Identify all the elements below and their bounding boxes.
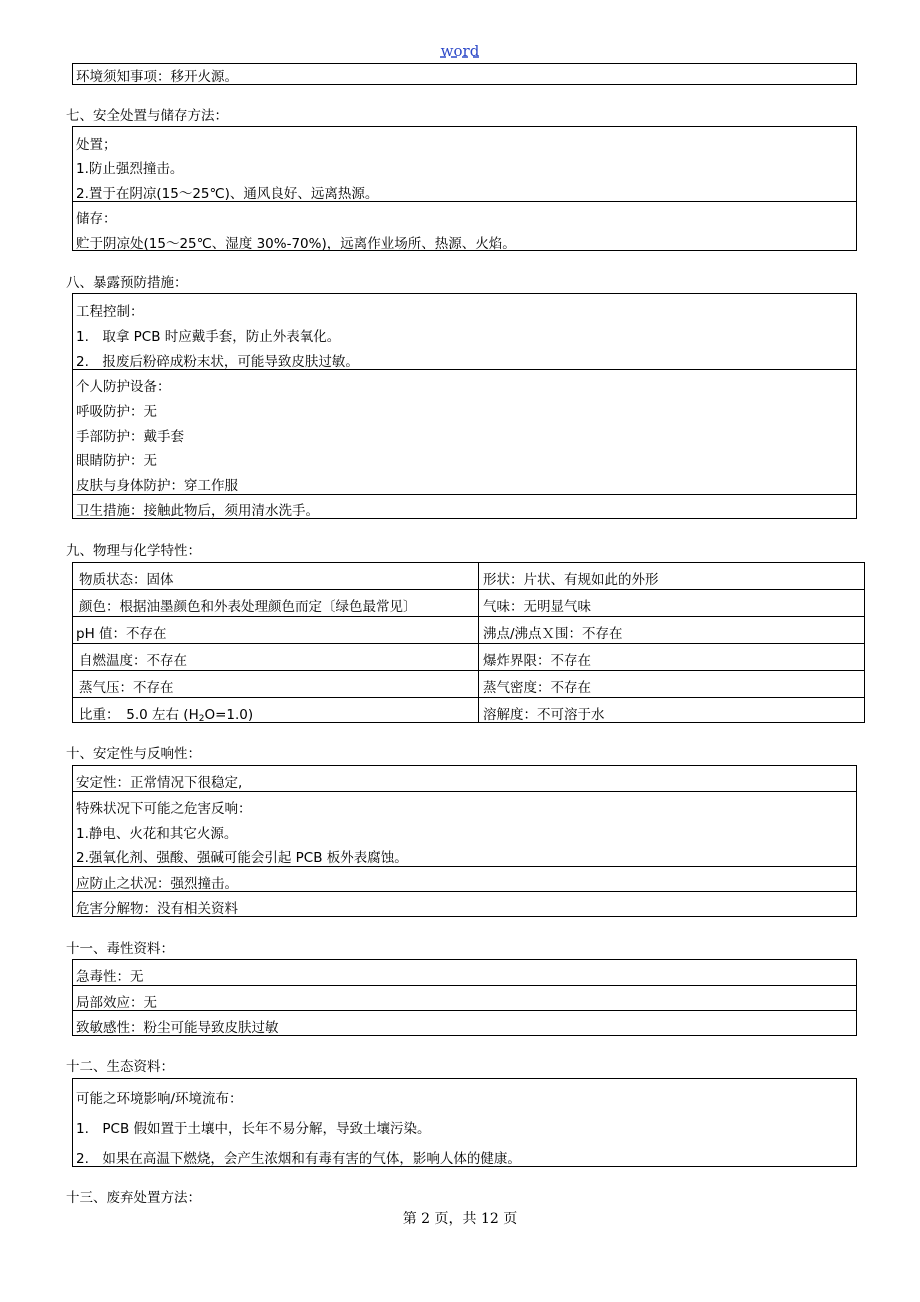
section8-engineering-item: 2. 报废后粉碎成粉末状，可能导致皮肤过敏。: [76, 354, 359, 370]
section10-decomposition: 危害分解物：没有相关资料: [76, 901, 238, 917]
table-cell: 气味：无明显气味: [483, 599, 591, 615]
specific-gravity-label: 比重： 5.0 左右 (H: [79, 707, 199, 723]
table-cell: 溶解度：不可溶于水: [483, 707, 605, 723]
section9-row-divider: [72, 697, 865, 698]
section7-heading: 七、安全处置与储存方法：: [66, 108, 228, 124]
section12-title: 可能之环境影响/环境流布：: [76, 1091, 243, 1107]
section12-heading: 十二、生态资料：: [66, 1059, 174, 1075]
section12-item: 2. 如果在高温下燃烧，会产生浓烟和有毒有害的气体，影响人体的健康。: [76, 1151, 521, 1167]
section7-disposal-item: 1.防止强烈撞击。: [76, 161, 184, 177]
section10-stability: 安定性：正常情况下很稳定,: [76, 775, 243, 791]
section8-divider: [72, 494, 857, 495]
section7-disposal-item: 2.置于在阴凉(15～25℃)、通风良好、远离热源。: [76, 186, 379, 202]
table-cell: 颜色：根据油墨颜色和外表处理颜色而定〔绿色最常见〕: [79, 599, 417, 615]
header-word-link[interactable]: word: [440, 42, 480, 60]
table-cell-specific-gravity: [79, 703, 253, 724]
section7-storage-title: 储存：: [76, 211, 117, 227]
table-cell: 蒸气密度：不存在: [483, 680, 591, 696]
section11-row: 急毒性：无: [76, 969, 144, 985]
section9-row-divider: [72, 643, 865, 644]
section8-ppe-item: 呼吸防护：无: [76, 404, 157, 420]
section11-heading: 十一、毒性资料：: [66, 941, 174, 957]
section8-engineering-item: 1. 取拿 PCB 时应戴手套，防止外表氧化。: [76, 329, 341, 345]
specific-gravity-tail: O=1.0): [204, 707, 254, 723]
section7-storage-text: 贮于阴凉处(15～25℃、湿度 30%-70%)，远离作业场所、热源、火焰。: [76, 236, 516, 252]
section8-ppe-item: 皮肤与身体防护：穿工作服: [76, 478, 238, 494]
section10-divider: [72, 791, 857, 792]
section8-hygiene: 卫生措施：接触此物后，须用清水洗手。: [76, 503, 319, 519]
section8-ppe-title: 个人防护设备：: [76, 379, 171, 395]
section8-ppe-item: 眼睛防护：无: [76, 453, 157, 469]
section9-row-divider: [72, 589, 865, 590]
section9-heading: 九、物理与化学特性：: [66, 543, 201, 559]
page-footer: 第 2 页，共 12 页: [402, 1211, 518, 1227]
section7-disposal-title: 处置；: [76, 137, 117, 153]
section9-row-divider: [72, 616, 865, 617]
section11-row: 致敏感性：粉尘可能导致皮肤过敏: [76, 1020, 279, 1036]
table-cell: 爆炸界限：不存在: [483, 653, 591, 669]
table-cell: 物质状态：固体: [79, 572, 174, 588]
section12-item: 1. PCB 假如置于土壤中，长年不易分解，导致土壤污染。: [76, 1121, 431, 1137]
section10-hazard-item: 1.静电、火花和其它火源。: [76, 826, 238, 842]
section10-avoid: 应防止之状况：强烈撞击。: [76, 876, 238, 892]
section10-hazard-item: 2.强氧化剂、强酸、强碱可能会引起 PCB 板外表腐蚀。: [76, 850, 408, 866]
section8-engineering-title: 工程控制：: [76, 304, 144, 320]
section11-divider: [72, 1010, 857, 1011]
table-cell: 形状：片状、有规如此的外形: [483, 572, 659, 588]
section13-heading: 十三、废弃处置方法：: [66, 1190, 201, 1206]
table-cell: 蒸气压：不存在: [79, 680, 174, 696]
section11-row: 局部效应：无: [76, 995, 157, 1011]
specific-gravity-subscript: 2: [198, 714, 205, 724]
table-cell: 沸点/沸点Ｘ围：不存在: [483, 626, 623, 642]
section10-heading: 十、安定性与反响性：: [66, 746, 201, 762]
section6-tail-row: 环境须知事项：移开火源。: [76, 69, 238, 85]
section9-row-divider: [72, 670, 865, 671]
table-cell: pH 值：不存在: [76, 626, 167, 642]
section10-divider: [72, 866, 857, 867]
section8-ppe-item: 手部防护：戴手套: [76, 429, 184, 445]
section11-divider: [72, 985, 857, 986]
section8-heading: 八、暴露预防措施：: [66, 275, 188, 291]
section10-hazard-title: 特殊状况下可能之危害反响：: [76, 801, 252, 817]
table-cell: 自燃温度：不存在: [79, 653, 187, 669]
